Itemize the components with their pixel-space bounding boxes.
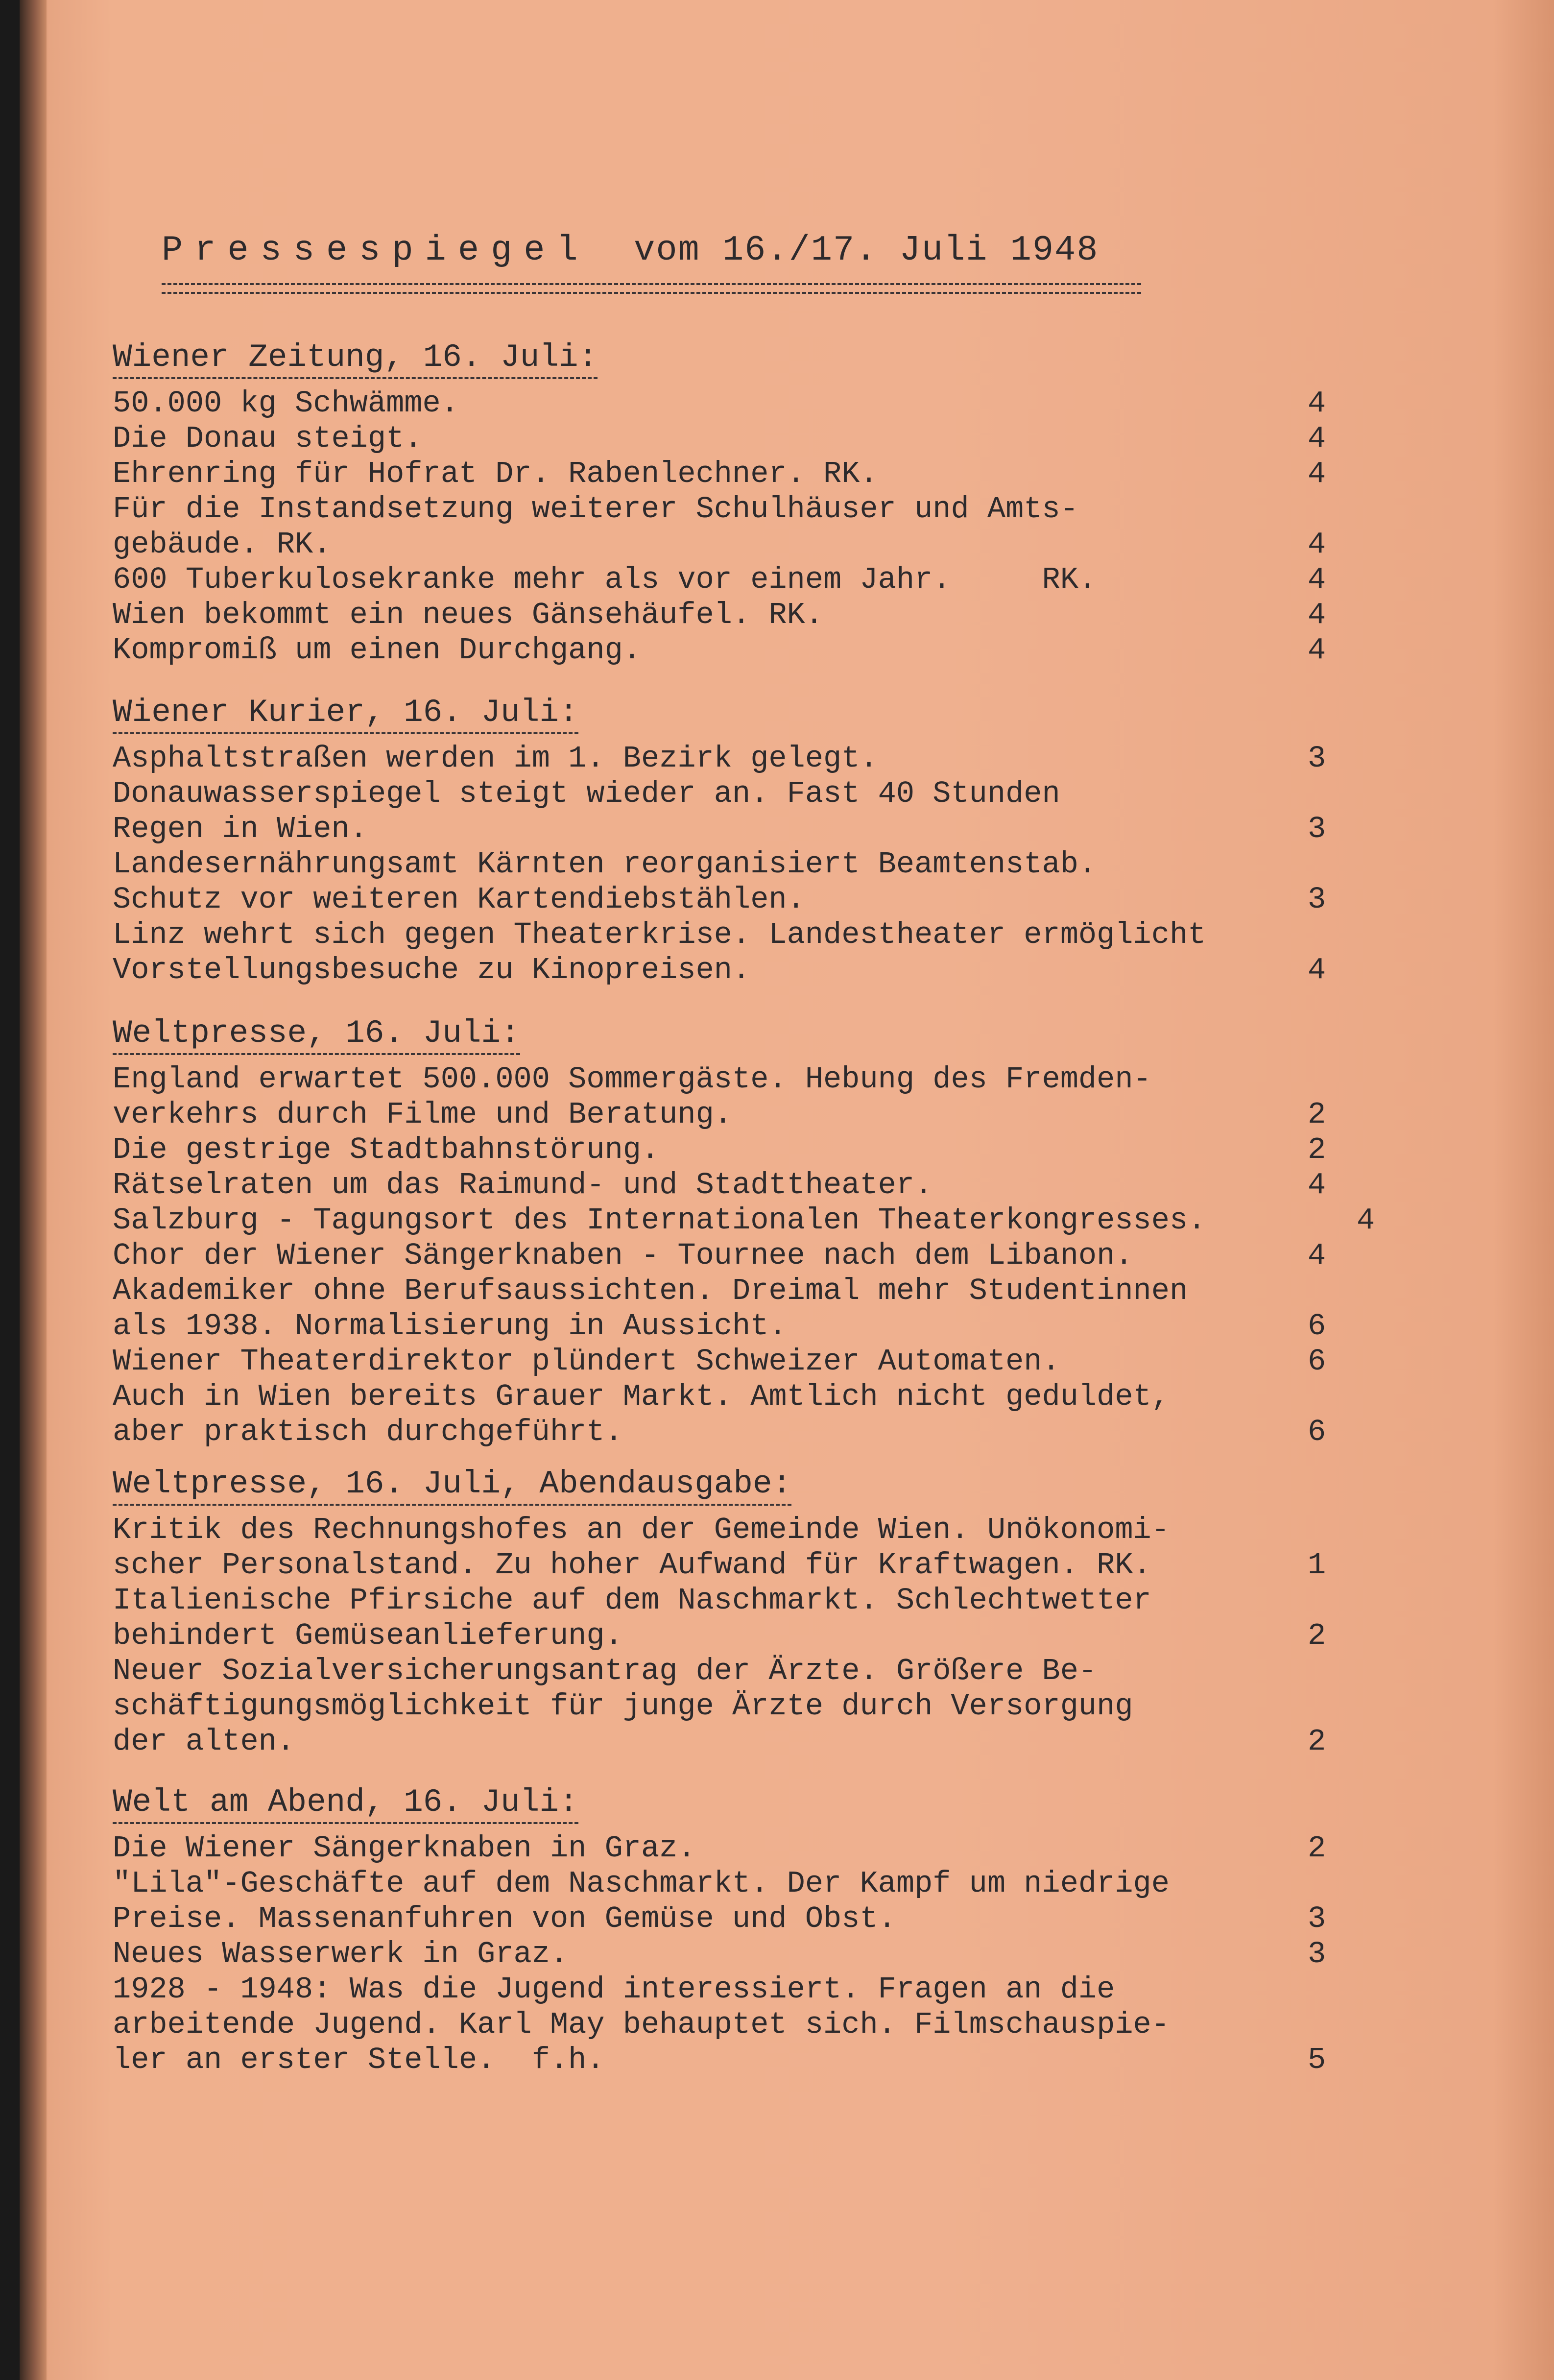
list-item xyxy=(113,1062,1357,1097)
item-page: 6 xyxy=(1308,1415,1326,1449)
item-text: Akademiker ohne Berufsaussichten. Dreimal mehr Studentinnen xyxy=(113,1274,1188,1308)
item-text: Landesernährungsamt Kärnten reorganisiert Beamtenstab. xyxy=(113,847,1097,882)
item-text: Regen in Wien. xyxy=(113,812,368,846)
item-text: Die Wiener Sängerknaben in Graz. xyxy=(113,1831,696,1866)
item-text: Schutz vor weiteren Kartendiebstählen. xyxy=(113,882,805,917)
item-text: Kompromiß um einen Durchgang. xyxy=(113,633,641,668)
item-page: 4 xyxy=(1308,1238,1326,1273)
item-text: Asphaltstraßen werden im 1. Bezirk gelegt. xyxy=(113,741,878,776)
list-item xyxy=(113,776,1357,812)
item-page: 4 xyxy=(1308,386,1326,421)
list-item xyxy=(113,1618,1357,1654)
list-item xyxy=(113,1724,1357,1759)
section-wiener-kurier xyxy=(113,693,1357,988)
section-heading: Weltpresse, 16. Juli: xyxy=(113,1014,520,1055)
item-page: 2 xyxy=(1308,1618,1326,1653)
section-heading: Welt am Abend, 16. Juli: xyxy=(113,1783,578,1824)
list-item xyxy=(113,812,1357,847)
list-item xyxy=(113,1583,1357,1618)
item-page: 6 xyxy=(1308,1309,1326,1344)
item-text: Die Donau steigt. xyxy=(113,421,423,456)
item-text: Vorstellungsbesuche zu Kinopreisen. xyxy=(113,953,751,987)
item-text: arbeitende Jugend. Karl May behauptet sich. Filmschauspie- xyxy=(113,2007,1170,2042)
item-text: ler an erster Stelle. f.h. xyxy=(113,2043,605,2077)
section-heading: Wiener Zeitung, 16. Juli: xyxy=(113,338,598,379)
item-text: Chor der Wiener Sängerknaben - Tournee nach dem Libanon. xyxy=(113,1238,1133,1273)
press-review-document xyxy=(78,0,1450,2380)
item-page: 2 xyxy=(1308,1097,1326,1132)
item-text: Ehrenring für Hofrat Dr. Rabenlechner. RK. xyxy=(113,457,878,491)
list-item xyxy=(113,1689,1357,1724)
title-spaced-word: Pressespiegel xyxy=(162,230,590,270)
item-page: 4 xyxy=(1308,953,1326,987)
item-page: 3 xyxy=(1308,882,1326,917)
item-page: 6 xyxy=(1308,1344,1326,1379)
list-item xyxy=(113,1831,1357,1866)
document-title xyxy=(162,230,1099,270)
list-item xyxy=(113,1937,1357,1972)
item-page: 4 xyxy=(1308,598,1326,632)
item-page: 3 xyxy=(1308,812,1326,846)
item-text: der alten. xyxy=(113,1724,295,1759)
item-text: Salzburg - Tagungsort des Internationalen Theaterkongresses. xyxy=(113,1203,1206,1238)
item-page: 4 xyxy=(1308,1168,1326,1202)
list-item xyxy=(113,1415,1357,1450)
list-item xyxy=(113,1548,1357,1583)
item-text: Neues Wasserwerk in Graz. xyxy=(113,1937,569,1971)
document-page xyxy=(20,0,1554,2380)
list-item xyxy=(113,1344,1357,1379)
item-text: Die gestrige Stadtbahnstörung. xyxy=(113,1132,660,1167)
list-item xyxy=(113,2007,1357,2043)
book-spine xyxy=(20,0,47,2380)
item-text: gebäude. RK. xyxy=(113,527,332,562)
item-text: Für die Instandsetzung weiterer Schulhäuser und Amts- xyxy=(113,492,1078,527)
item-text: schäftigungsmöglichkeit für junge Ärzte durch Versorgung xyxy=(113,1689,1133,1724)
item-text: 50.000 kg Schwämme. xyxy=(113,386,459,421)
list-item xyxy=(113,457,1357,492)
item-text: verkehrs durch Filme und Beratung. xyxy=(113,1097,733,1132)
list-item xyxy=(113,386,1357,421)
item-text: Wiener Theaterdirektor plündert Schweizer Automaten. xyxy=(113,1344,1060,1379)
list-item xyxy=(113,882,1357,917)
item-text: Auch in Wien bereits Grauer Markt. Amtlich nicht geduldet, xyxy=(113,1379,1170,1414)
item-text: behindert Gemüseanlieferung. xyxy=(113,1618,623,1653)
title-double-rule xyxy=(162,283,1141,294)
list-item xyxy=(113,1866,1357,1901)
item-text: Neuer Sozialversicherungsantrag der Ärzte. Größere Be- xyxy=(113,1654,1097,1688)
item-text: 1928 - 1948: Was die Jugend interessiert. Fragen an die xyxy=(113,1972,1115,2007)
list-item xyxy=(113,562,1357,598)
list-item xyxy=(113,1132,1357,1168)
list-item xyxy=(113,1972,1357,2007)
list-item xyxy=(113,2043,1357,2078)
list-item xyxy=(113,492,1357,527)
item-text: "Lila"-Geschäfte auf dem Naschmarkt. Der Kampf um niedrige xyxy=(113,1866,1170,1901)
item-page: 4 xyxy=(1357,1203,1375,1238)
item-page: 4 xyxy=(1308,562,1326,597)
item-text: scher Personalstand. Zu hoher Aufwand für Kraftwagen. RK. xyxy=(113,1548,1151,1583)
item-page: 5 xyxy=(1308,2043,1326,2077)
list-item xyxy=(113,917,1357,953)
item-page: 4 xyxy=(1308,421,1326,456)
item-text: Linz wehrt sich gegen Theaterkrise. Landestheater ermöglicht xyxy=(113,917,1206,952)
section-welt-am-abend xyxy=(113,1783,1357,2078)
list-item xyxy=(113,1654,1357,1689)
item-text: England erwartet 500.000 Sommergäste. Hebung des Fremden- xyxy=(113,1062,1151,1097)
list-item xyxy=(113,953,1357,988)
list-item xyxy=(113,741,1357,776)
list-item xyxy=(113,1203,1375,1238)
list-item xyxy=(113,1379,1357,1415)
list-item xyxy=(113,1513,1357,1548)
list-item xyxy=(113,1274,1357,1309)
section-heading: Wiener Kurier, 16. Juli: xyxy=(113,693,578,734)
item-text: als 1938. Normalisierung in Aussicht. xyxy=(113,1309,787,1344)
item-text: 600 Tuberkulosekranke mehr als vor einem Jahr. RK. xyxy=(113,562,1097,597)
item-page: 4 xyxy=(1308,527,1326,562)
section-weltpresse-abend xyxy=(113,1465,1357,1759)
section-wiener-zeitung xyxy=(113,338,1357,668)
item-text: Preise. Massenanfuhren von Gemüse und Obst. xyxy=(113,1901,896,1936)
item-page: 3 xyxy=(1308,1937,1326,1971)
list-item xyxy=(113,847,1357,882)
item-page: 3 xyxy=(1308,741,1326,776)
item-page: 4 xyxy=(1308,457,1326,491)
item-page: 2 xyxy=(1308,1132,1326,1167)
list-item xyxy=(113,1097,1357,1132)
item-page: 1 xyxy=(1308,1548,1326,1583)
item-text: Rätselraten um das Raimund- und Stadttheater. xyxy=(113,1168,933,1202)
list-item xyxy=(113,1168,1357,1203)
item-text: Kritik des Rechnungshofes an der Gemeinde Wien. Unökonomi- xyxy=(113,1513,1170,1547)
item-page: 2 xyxy=(1308,1724,1326,1759)
list-item xyxy=(113,1238,1357,1274)
item-text: Donauwasserspiegel steigt wieder an. Fast 40 Stunden xyxy=(113,776,1060,811)
item-page: 3 xyxy=(1308,1901,1326,1936)
section-heading: Weltpresse, 16. Juli, Abendausgabe: xyxy=(113,1465,791,1506)
list-item xyxy=(113,1309,1357,1344)
list-item xyxy=(113,527,1357,562)
title-date: vom 16./17. Juli 1948 xyxy=(634,230,1099,270)
item-text: Wien bekommt ein neues Gänsehäufel. RK. xyxy=(113,598,824,632)
item-text: Italienische Pfirsiche auf dem Naschmarkt. Schlechtwetter xyxy=(113,1583,1151,1618)
section-weltpresse xyxy=(113,1014,1375,1450)
list-item xyxy=(113,633,1357,668)
item-text: aber praktisch durchgeführt. xyxy=(113,1415,623,1449)
item-page: 2 xyxy=(1308,1831,1326,1866)
list-item xyxy=(113,421,1357,457)
item-page: 4 xyxy=(1308,633,1326,668)
list-item xyxy=(113,1901,1357,1937)
list-item xyxy=(113,598,1357,633)
